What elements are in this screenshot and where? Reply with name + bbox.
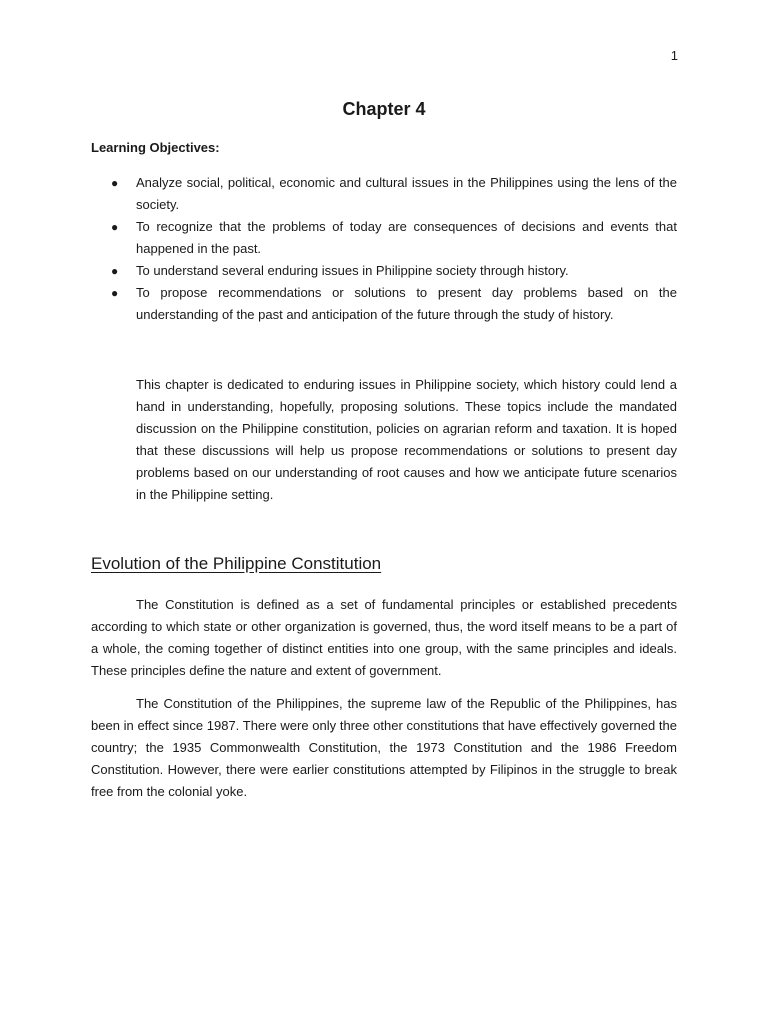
section-heading: Evolution of the Philippine Constitution (91, 554, 382, 573)
objective-item (91, 216, 677, 260)
chapter-title: Chapter 4 (342, 99, 426, 119)
learning-objectives-heading: Learning Objectives: (91, 140, 220, 155)
objective-text: Analyze social, political, economic and cultural issues in the Philippines using the lens of the society. (136, 175, 677, 212)
objective-text: To recognize that the problems of today are consequences of decisions and events that happened in the past. (136, 219, 677, 256)
bullet-icon: ● (111, 264, 119, 278)
objective-text: To propose recommendations or solutions to present day problems based on the understanding of the past and anticipation of the future through the study of history. (136, 285, 677, 322)
learning-objectives-list (91, 172, 677, 326)
objective-text: To understand several enduring issues in Philippine society through history. (136, 263, 569, 278)
bullet-icon: ● (111, 286, 119, 300)
bullet-icon: ● (111, 220, 119, 234)
intro-paragraph: This chapter is dedicated to enduring issues in Philippine society, which history could lend a hand in understanding, hopefully, proposing solutions. These topics include the mandated discussion on the Philippine constitution, policies on agrarian reform and taxation. It is hoped that these discussions will help us propose recommendations or solutions to present day problems based on our understanding of root causes and how we anticipate future scenarios in the Philippine setting. (136, 377, 677, 502)
body-paragraph: The Constitution is defined as a set of fundamental principles or established precedents according to which state or other organization is governed, thus, the word itself means to be a part of a whole, the coming together of distinct entities into one group, with the same principles and ideals. These principles define the nature and extent of government. (91, 597, 677, 678)
body-paragraph: The Constitution of the Philippines, the supreme law of the Republic of the Philippines, has been in effect since 1987. There were only three other constitutions that have effectively governed the country; the 1935 Commonwealth Constitution, the 1973 Constitution and the 1986 Freedom Constitution. However, there were earlier constitutions attempted by Filipinos in the struggle to break free from the colonial yoke. (91, 696, 677, 799)
bullet-icon: ● (111, 176, 119, 190)
objective-item (91, 172, 677, 216)
objective-item (91, 282, 677, 326)
objective-item (91, 260, 677, 282)
page-number: 1 (670, 48, 678, 63)
